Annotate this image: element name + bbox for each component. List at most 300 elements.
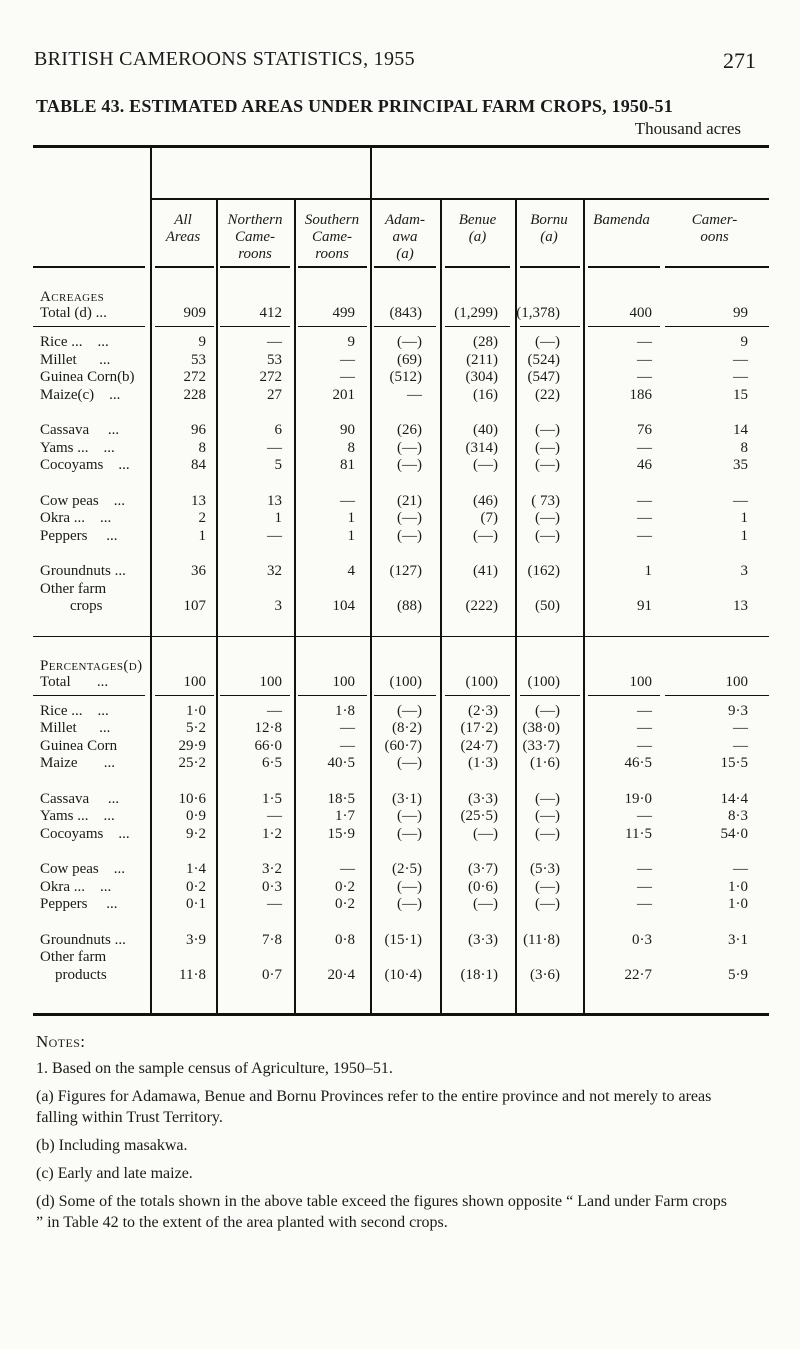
table-cell: 18·5 [327,790,355,807]
table-cell: (100) [527,673,560,690]
table-cell: (127) [389,563,422,579]
table-cell: 9·3 [728,702,748,719]
table-cell: — [637,737,652,754]
table-row [0,861,800,879]
table-cell: (—) [535,334,560,350]
header-bottom-rule [33,266,145,268]
table-cell: (2·3) [468,702,498,719]
table-bottom-rule [33,1013,769,1016]
column-header-line: Camer- [691,212,738,228]
table-row [0,334,800,352]
table-cell: 40·5 [327,755,355,771]
table-cell: — [733,861,748,877]
row-label: Cow peas ... [40,861,125,877]
total-rule [374,326,436,327]
total-rule [298,695,367,696]
table-cell: 201 [332,386,355,403]
table-cell: 5·2 [186,720,206,736]
table-cell: — [637,702,652,719]
table-cell: (—) [535,808,560,824]
row-label: Peppers ... [40,896,118,912]
total-rule [520,326,580,327]
table-cell: (—) [535,896,560,912]
table-cell: — [340,720,355,736]
table-cell: (—) [473,825,498,842]
note-item: (c) Early and late maize. [36,1165,193,1182]
row-label: Yams ... ... [40,808,115,824]
table-cell: — [733,369,748,385]
row-label: Millet ... [40,720,111,736]
table-cell: (222) [465,598,498,614]
table-cell: (304) [465,369,498,385]
table-cell: (69) [397,351,422,368]
table-row [0,826,800,844]
table-cell: (3·3) [468,790,498,807]
total-rule [33,695,145,696]
table-cell: 909 [183,305,206,321]
table-cell: (100) [465,673,498,690]
table-cell: (524) [527,351,560,368]
table-cell: 12·8 [254,720,282,736]
table-cell: 272 [259,369,282,385]
table-cell: — [267,702,282,719]
table-cell: 1·0 [728,896,748,912]
table-cell: 76 [637,422,652,438]
row-label: Rice ... ... [40,702,109,719]
table-cell: (—) [397,755,422,771]
table-cell: (547) [527,369,560,385]
total-rule [155,695,214,696]
table-cell: — [267,896,282,912]
table-cell: 1 [740,527,748,544]
header-bottom-rule [155,266,214,268]
table-cell: — [267,808,282,824]
table-cell: (2·5) [392,861,422,877]
table-cell: 1 [198,527,206,544]
table-row [0,510,800,528]
column-header [294,212,370,263]
column-header-line: Came- [312,229,352,245]
table-row [0,879,800,897]
table-cell: (15·1) [384,931,422,948]
table-cell: — [637,808,652,824]
table-cell: (28) [473,334,498,350]
table-cell: — [340,737,355,754]
table-cell: 1 [740,510,748,526]
table-cell: 27 [267,386,282,403]
table-cell: — [637,334,652,350]
table-cell: (16) [473,386,498,403]
total-rule [298,326,367,327]
unit-note: Thousand acres [634,119,741,138]
total-rule [665,695,769,696]
table-cell: (—) [473,527,498,544]
column-header-line: oons [700,229,729,245]
table-cell: (—) [473,896,498,912]
table-cell: (24·7) [460,737,498,754]
table-cell: 3·2 [262,861,282,877]
row-label: Okra ... ... [40,510,112,526]
table-row [0,791,800,809]
table-cell: 1·8 [335,702,355,719]
column-header [515,212,583,246]
row-label: products [40,966,107,983]
table-cell: — [637,720,652,736]
table-cell: 5·9 [728,966,748,983]
table-cell: 15·9 [327,825,355,842]
total-rule [220,326,290,327]
table-cell: (1·3) [468,755,498,771]
table-cell: (18·1) [460,966,498,983]
table-cell: 186 [629,386,652,403]
table-cell: 66·0 [254,737,282,754]
table-cell: 0·2 [186,878,206,895]
total-rule [665,326,769,327]
table-cell: 1·5 [262,790,282,807]
table-cell: 0·9 [186,808,206,824]
table-cell: 90 [340,422,355,438]
table-cell: 53 [267,351,282,368]
table-cell: 11·5 [625,825,652,842]
header-bottom-rule [588,266,660,268]
table-row [0,352,800,370]
note-item: (d) Some of the totals shown in the above table exceed the figures shown opposite “ Land under Farm crops ” in Table 42 to the extent of the area planted with second crops. [36,1193,727,1231]
table-cell: — [637,369,652,385]
table-cell: 1·0 [728,878,748,895]
table-row [0,967,800,985]
table-cell: 1·0 [186,702,206,719]
table-cell: (—) [535,878,560,895]
table-cell: 36 [191,563,206,579]
table-row [0,528,800,546]
table-cell: 100 [259,673,282,690]
table-cell: 1·2 [262,825,282,842]
column-header [660,212,769,246]
table-cell: 14 [733,422,748,438]
table-cell: 3 [740,563,748,579]
table-row [0,305,800,323]
table-row [0,440,800,458]
table-cell: (11·8) [523,931,560,948]
table-cell: 2 [198,510,206,526]
table-cell: — [340,861,355,877]
row-label: Guinea Corn(b) [40,369,135,385]
table-cell: (5·3) [530,861,560,877]
table-cell: (3·1) [392,790,422,807]
row-label: Millet ... [40,351,111,368]
table-cell: 9 [740,334,748,350]
table-cell: 100 [629,673,652,690]
table-cell: 0·7 [262,966,282,983]
table-cell: 1 [347,510,355,526]
table-cell: 9 [198,334,206,350]
table-cell: ( 73) [531,492,560,509]
table-cell: 13 [733,598,748,614]
column-header-line: roons [238,246,272,262]
table-cell: (512) [389,369,422,385]
table-cell: — [637,492,652,509]
table-cell: (22) [535,386,560,403]
table-row [0,387,800,405]
table-cell: 100 [725,673,748,690]
table-cell: 29·9 [178,737,206,754]
table-cell: (3·3) [468,931,498,948]
column-header-line: awa [392,229,418,245]
table-row [0,738,800,756]
total-rule [220,695,290,696]
column-header [216,212,294,263]
table-cell: 5 [274,457,282,473]
table-cell: (100) [389,673,422,690]
row-label: Cocoyams ... [40,825,130,842]
total-rule [445,326,510,327]
table-cell: (3·7) [468,861,498,877]
table-cell: 8 [347,439,355,456]
table-cell: (—) [397,896,422,912]
notes [36,1031,736,1240]
row-label: Groundnuts ... [40,563,126,579]
table-cell: (8·2) [392,720,422,736]
table-cell: 3·9 [186,931,206,948]
section-heading: Percentages(d) [40,657,143,674]
table-cell: (17·2) [460,720,498,736]
total-rule [588,326,660,327]
table-cell: (25·5) [460,808,498,824]
table-cell: (—) [397,825,422,842]
total-rule [445,695,510,696]
header-group-rule [370,198,769,200]
notes-heading: Notes: [36,1032,86,1051]
table-cell: 54·0 [720,825,748,842]
table-cell: (—) [397,457,422,473]
table-cell: 8 [198,439,206,456]
table-cell: 15 [733,386,748,403]
table-cell: 13 [191,492,206,509]
row-label: Cassava ... [40,790,120,807]
page-number: 271 [723,48,756,73]
table-cell: (—) [535,825,560,842]
table-cell: 32 [267,563,282,579]
header-bottom-rule [374,266,436,268]
table-cell: (—) [535,422,560,438]
table-cell: — [267,527,282,544]
table-cell: 13 [267,492,282,509]
table-cell: 107 [183,598,206,614]
table-cell: 25·2 [178,755,206,771]
row-label: Total ... [40,673,109,690]
row-label: Peppers ... [40,527,118,544]
table-cell: (—) [473,457,498,473]
header-bottom-rule [220,266,290,268]
table-cell: — [407,386,422,403]
table-cell: 10·6 [178,790,206,807]
table-cell: (33·7) [522,737,560,754]
table-cell: 0·3 [632,931,652,948]
row-label: Cassava ... [40,422,120,438]
table-row [0,422,800,440]
table-row [0,493,800,511]
header-bottom-rule [445,266,510,268]
table-cell: 1 [274,510,282,526]
table-cell: 11·8 [179,966,206,983]
table-cell: — [733,720,748,736]
table-cell: 499 [332,305,355,321]
table-row [0,755,800,773]
table-cell: — [340,492,355,509]
table-cell: (3·6) [530,966,560,983]
table-cell: (7) [480,510,498,526]
table-cell: 0·8 [335,931,355,948]
table-cell: (—) [535,510,560,526]
table-cell: — [733,351,748,368]
total-rule [155,326,214,327]
table-cell: (1,378) [516,305,560,321]
column-header-line: (a) [468,229,487,245]
table-cell: 1·4 [186,861,206,877]
table-cell: 1 [644,563,652,579]
table-cell: 100 [332,673,355,690]
table-cell: 400 [629,305,652,321]
table-cell: (—) [397,510,422,526]
row-label: Groundnuts ... [40,931,126,948]
column-header-line: Bamenda [593,212,650,228]
table-cell: 3 [274,598,282,614]
table-cell: 14·4 [720,790,748,807]
table-row [0,598,800,616]
table-cell: (50) [535,598,560,614]
total-rule [33,326,145,327]
table-row [0,896,800,914]
table-cell: (—) [397,334,422,350]
header-bottom-rule [298,266,367,268]
table-cell: (26) [397,422,422,438]
total-rule [588,695,660,696]
table-row [0,674,800,692]
row-label: Other farm [40,580,107,597]
table-cell: 15·5 [720,755,748,771]
table-cell: — [733,492,748,509]
table-cell: — [637,510,652,526]
table-cell: 0·3 [262,878,282,895]
column-header-line: (a) [396,246,414,262]
column-header [440,212,515,246]
table-row [0,703,800,721]
table-cell: 46 [637,457,652,473]
header-group-rule [150,198,370,200]
table-cell: 46·5 [624,755,652,771]
total-rule [374,695,436,696]
table-title: TABLE 43. ESTIMATED AREAS UNDER PRINCIPAL FARM CROPS, 1950-51 [36,96,673,116]
table-cell: (38·0) [522,720,560,736]
table-cell: (211) [466,351,498,368]
table-row [0,369,800,387]
row-label: Total (d) ... [40,305,107,321]
table-cell: 100 [183,673,206,690]
running-head [34,48,756,72]
table-row [0,563,800,581]
column-header-line: Bornu [530,212,568,228]
section-divider-rule [33,636,769,638]
table-cell: 228 [183,386,206,403]
table-cell: 6 [274,422,282,438]
table-cell: 6·5 [262,755,282,771]
table-cell: — [733,737,748,754]
table-row [0,581,800,599]
row-label: Cocoyams ... [40,457,130,473]
table-cell: (162) [527,563,560,579]
header-bottom-rule [665,266,769,268]
table-cell: (—) [397,527,422,544]
table-cell: (843) [389,305,422,321]
table-cell: (—) [535,457,560,473]
table-cell: (1,299) [454,305,498,321]
row-label: crops [40,598,103,614]
table-row [0,932,800,950]
column-header-line: Areas [165,229,201,245]
table-cell: 35 [733,457,748,473]
table-cell: 8 [740,439,748,456]
table-cell: 1 [347,527,355,544]
table-cell: 91 [637,598,652,614]
table-cell: (—) [397,439,422,456]
table-cell: (—) [397,702,422,719]
table-cell: 8·3 [728,808,748,824]
table-cell: (—) [397,808,422,824]
table-row [0,949,800,967]
column-header [370,212,440,263]
table-cell: (—) [535,702,560,719]
table-cell: (46) [473,492,498,509]
table-cell: (10·4) [384,966,422,983]
column-header-line: (a) [540,229,558,245]
section-heading: Acreages [40,289,105,305]
table-cell: 412 [259,305,282,321]
column-header-line: All [174,212,192,228]
note-item: (a) Figures for Adamawa, Benue and Bornu Provinces refer to the entire province and not merely to areas falling within Trust Territory. [36,1088,712,1126]
table-cell: 0·1 [186,896,206,912]
note-item: 1. Based on the sample census of Agriculture, 1950–51. [36,1060,393,1077]
column-header-line: Adam- [385,212,425,228]
table-cell: 22·7 [624,966,652,983]
table-cell: (—) [397,878,422,895]
table-row [0,457,800,475]
column-header [150,212,216,246]
row-label: Other farm [40,949,107,965]
table-cell: (—) [535,527,560,544]
column-header [583,212,660,229]
table-cell: 4 [347,563,355,579]
table-cell: (314) [465,439,498,456]
table-cell: (60·7) [384,737,422,754]
table-cell: 7·8 [262,931,282,948]
table-cell: — [637,896,652,912]
table-cell: — [340,369,355,385]
table-cell: (—) [535,790,560,807]
row-label: Cow peas ... [40,492,125,509]
table-cell: 19·0 [624,790,652,807]
row-label: Guinea Corn [40,737,118,754]
table-cell: — [637,351,652,368]
table-cell: 0·2 [335,878,355,895]
table-cell: — [340,351,355,368]
table-cell: — [637,527,652,544]
table-cell: (88) [397,598,422,614]
table-cell: 272 [183,369,206,385]
table-top-rule [33,145,769,148]
table-cell: 1·7 [335,808,355,824]
table-cell: — [267,334,282,350]
table-cell: 84 [191,457,206,473]
